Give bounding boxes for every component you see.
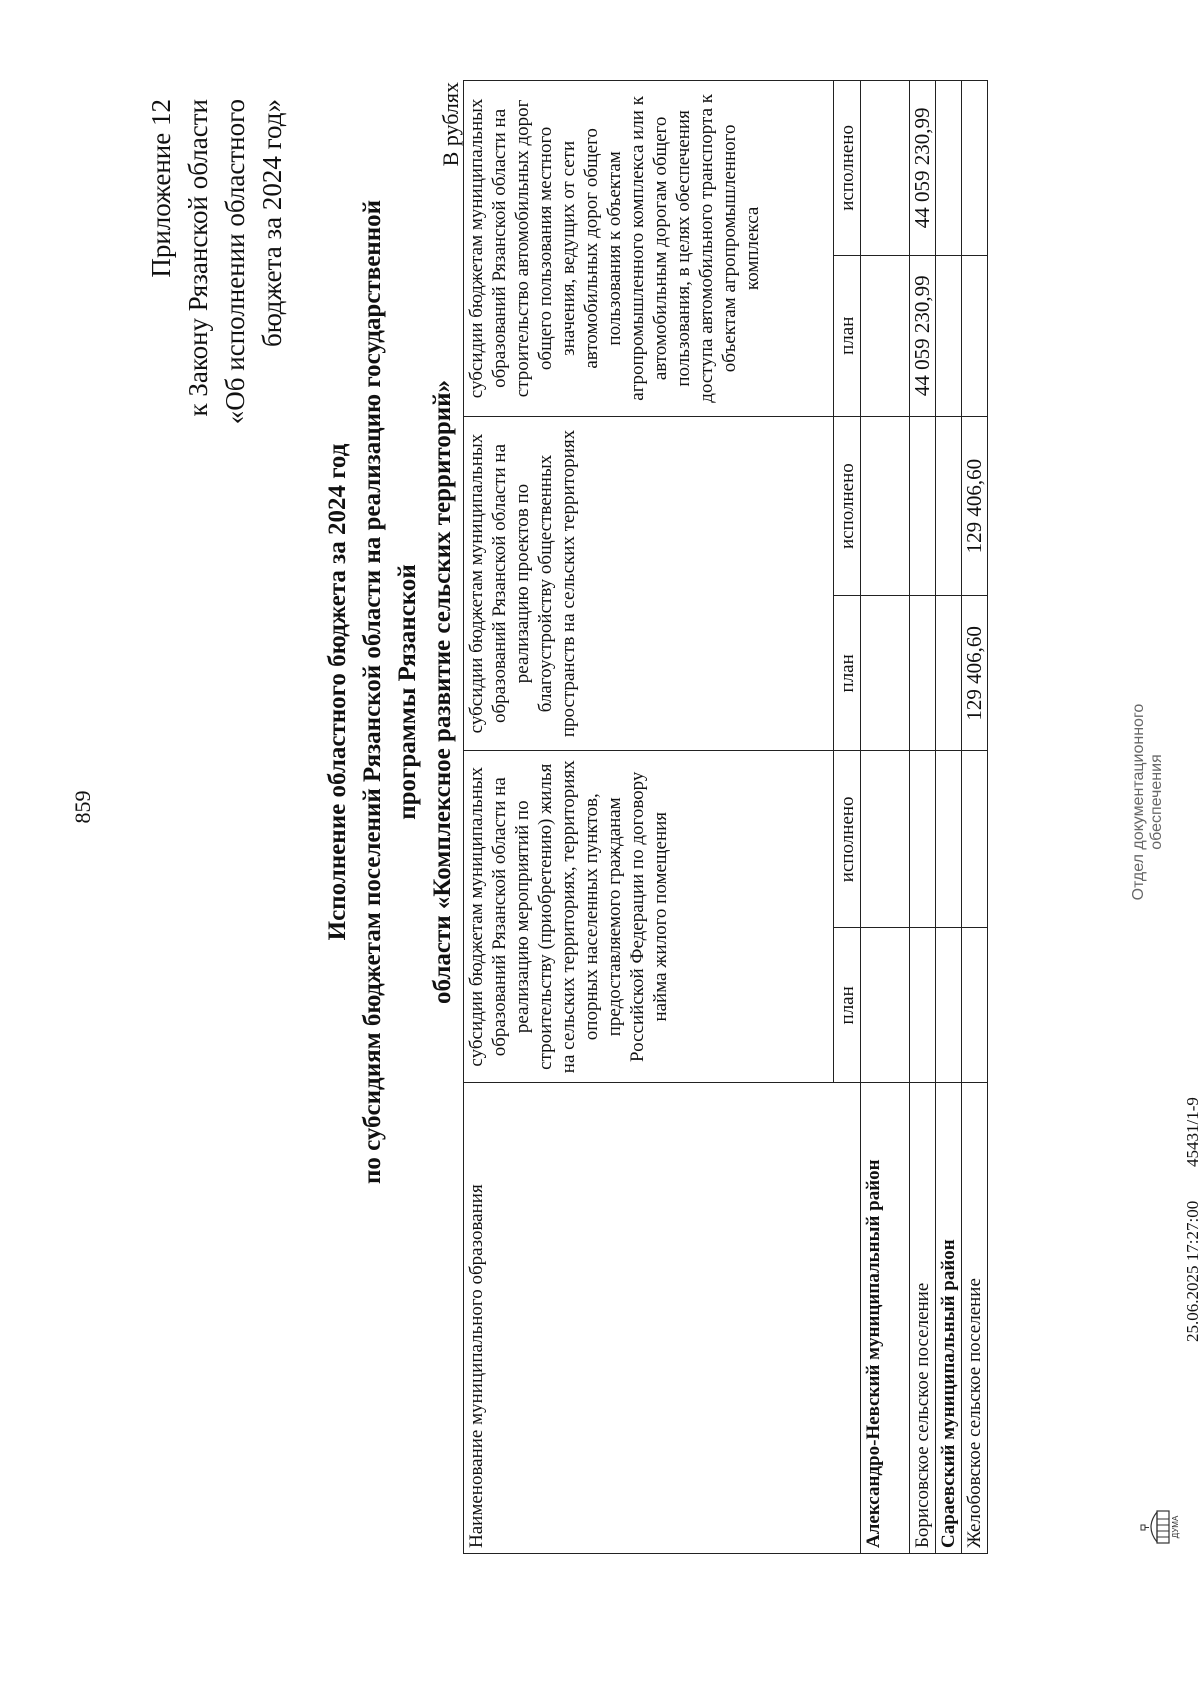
cell-done bbox=[962, 81, 988, 256]
page-number: 859 bbox=[70, 790, 95, 824]
rotated-page bbox=[0, 52, 1200, 1652]
col3-header: субсидии бюджетам муниципальных образований Рязанской области на строительство автомобильных дорог общего пользования местного значения, ведущих от сети автомобильных дорог общего пользования к объектам агропромышленного комплекса или к автомобильным дорогам общего пользования, в целях обеспечения доступа автомобильного транспорта к объектам агропромышленного комплекса bbox=[464, 81, 834, 417]
title-line: по субсидиям бюджетам поселений Рязанской области на реализацию государственной программы Рязанской bbox=[359, 199, 421, 1185]
cell-plan bbox=[936, 928, 962, 1083]
table-row bbox=[936, 81, 962, 1554]
cell-done: 129 406,60 bbox=[962, 416, 988, 596]
cell-done bbox=[861, 416, 910, 596]
document-title bbox=[320, 187, 460, 1197]
cell-done bbox=[936, 751, 962, 928]
footer-doc-number: 45431/1-9 bbox=[1183, 1097, 1202, 1167]
sub-header-done: исполнено bbox=[834, 751, 861, 928]
table-row bbox=[861, 81, 910, 1554]
stamp-line: Отдел документационного bbox=[1130, 703, 1147, 901]
col2-header: субсидии бюджетам муниципальных образований Рязанской области на реализацию проектов по благоустройству общественных пространств на сельских территориях bbox=[464, 416, 834, 750]
footer-datetime: 25.06.2025 17:27:00 bbox=[1183, 1200, 1202, 1342]
annex-line: Приложение 12 bbox=[146, 99, 176, 278]
duma-logo-icon bbox=[1140, 1502, 1180, 1552]
cell-plan bbox=[936, 255, 962, 416]
row-name: Сараевский муниципальный район bbox=[936, 1083, 962, 1554]
title-line: области «Комплексное развитие сельских территорий» bbox=[429, 379, 456, 1005]
cell-plan bbox=[861, 596, 910, 751]
cell-done bbox=[910, 416, 936, 596]
department-stamp bbox=[1130, 692, 1166, 912]
cell-plan bbox=[962, 255, 988, 416]
table-row bbox=[910, 81, 936, 1554]
cell-plan: 129 406,60 bbox=[962, 596, 988, 751]
annex-line: бюджета за 2024 год» bbox=[257, 99, 287, 347]
table-row bbox=[962, 81, 988, 1554]
cell-plan bbox=[962, 928, 988, 1083]
annex-line: к Закону Рязанской области bbox=[183, 99, 213, 417]
cell-plan bbox=[861, 928, 910, 1083]
title-line: Исполнение областного бюджета за 2024 год bbox=[324, 443, 351, 941]
cell-done: 44 059 230,99 bbox=[910, 81, 936, 256]
cell-done bbox=[962, 751, 988, 928]
sub-header-done: исполнено bbox=[834, 416, 861, 596]
cell-plan bbox=[861, 255, 910, 416]
cell-done bbox=[910, 751, 936, 928]
logo-text: ДУМА bbox=[1171, 1515, 1180, 1539]
cell-done bbox=[936, 81, 962, 256]
row-name: Желобовское сельское поселение bbox=[962, 1083, 988, 1554]
annex-block bbox=[143, 99, 291, 499]
units-label: В рублях bbox=[438, 82, 463, 167]
cell-done bbox=[861, 81, 910, 256]
sub-header-plan: план bbox=[834, 928, 861, 1083]
row-name: Борисовское сельское поселение bbox=[910, 1083, 936, 1554]
cell-plan bbox=[936, 596, 962, 751]
col1-header: субсидии бюджетам муниципальных образований Рязанской области на реализацию мероприятий по строительству (приобретению) жилья на сельских территориях, территориях опорных населенных пунктов, предоставляемого гражданам Российской Федерации по договору найма жилого помещения bbox=[464, 751, 834, 1083]
sub-header-plan: план bbox=[834, 255, 861, 416]
stamp-line: обеспечения bbox=[1148, 754, 1165, 850]
sub-header-plan: план bbox=[834, 596, 861, 751]
sub-header-done: исполнено bbox=[834, 81, 861, 256]
cell-done bbox=[936, 416, 962, 596]
col-name-header: Наименование муниципального образования bbox=[464, 1083, 861, 1554]
cell-plan bbox=[910, 928, 936, 1083]
cell-plan: 44 059 230,99 bbox=[910, 255, 936, 416]
cell-done bbox=[861, 751, 910, 928]
subsidy-table bbox=[463, 80, 988, 1554]
cell-plan bbox=[910, 596, 936, 751]
annex-line: «Об исполнении областного bbox=[220, 99, 250, 425]
row-name: Александро-Невский муниципальный район bbox=[861, 1083, 910, 1554]
